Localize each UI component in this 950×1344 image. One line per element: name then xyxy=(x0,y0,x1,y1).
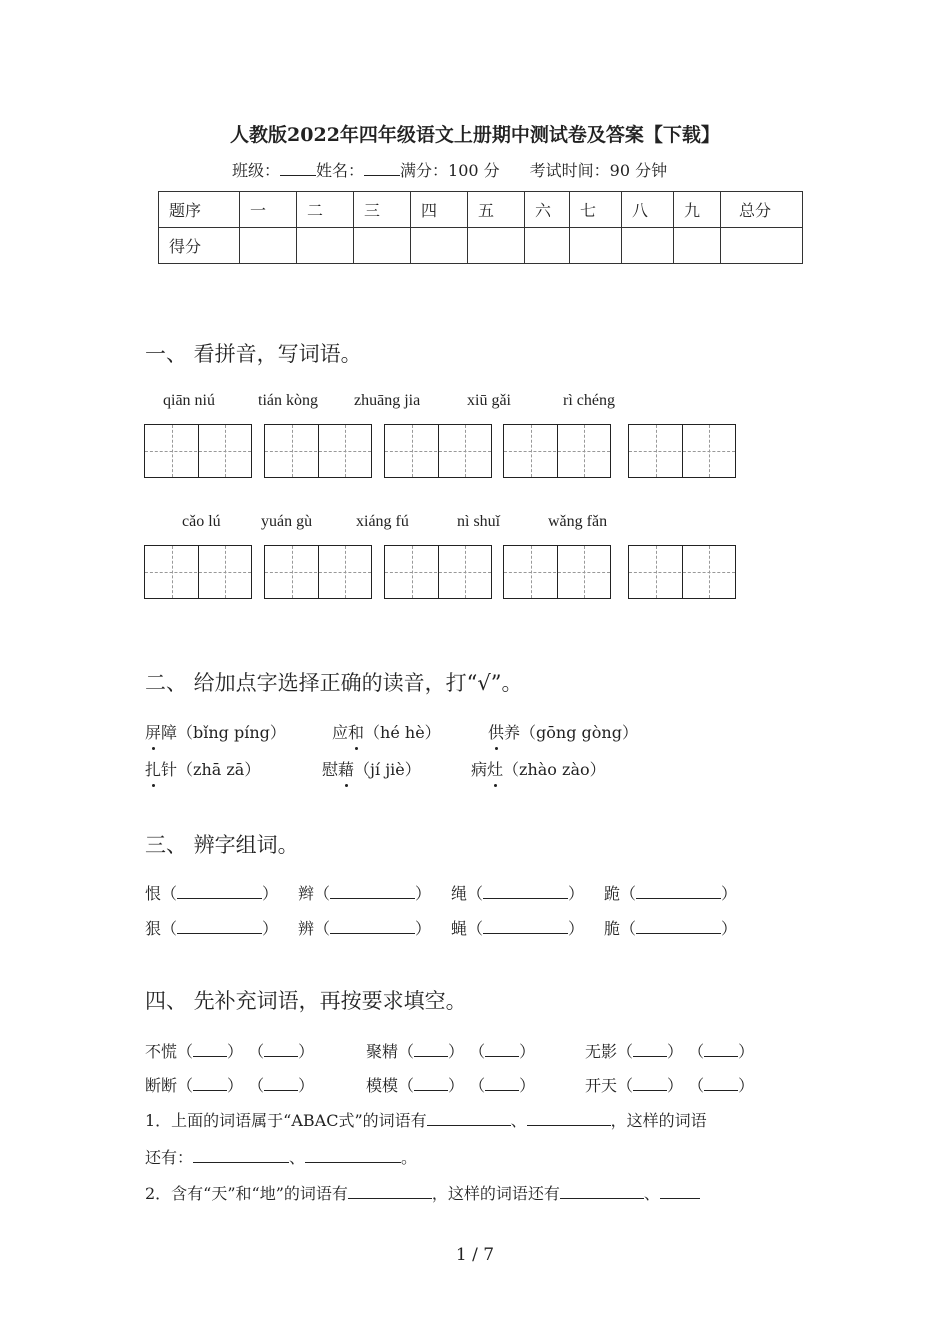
word-item: 辨（ ） xyxy=(298,919,432,938)
reading-item: 病灶（zhào zào） xyxy=(471,757,606,780)
section-1-heading: 一、 看拼音，写词语。 xyxy=(145,342,362,366)
answer-blank[interactable] xyxy=(264,1042,298,1057)
name-label: 姓名： xyxy=(316,161,365,180)
dotted-char: 和 xyxy=(348,720,364,743)
writing-grid[interactable] xyxy=(384,424,492,478)
pinyin-label: cǎo lú xyxy=(182,513,221,530)
pinyin-label: qiān niú xyxy=(163,392,215,409)
dotted-char: 供 xyxy=(488,720,504,743)
writing-grid[interactable] xyxy=(503,424,611,478)
reading-item: 供养（gōng gòng） xyxy=(488,720,638,743)
answer-blank[interactable] xyxy=(633,1042,667,1057)
score-header-cell: 八 xyxy=(622,192,674,228)
answer-blank[interactable] xyxy=(193,1042,227,1057)
score-cell[interactable] xyxy=(674,228,721,264)
score-header-cell: 题序 xyxy=(159,192,240,228)
answer-blank[interactable] xyxy=(305,1148,401,1163)
word-item: 辫（ ） xyxy=(298,884,432,903)
score-cell[interactable] xyxy=(297,228,354,264)
answer-blank[interactable] xyxy=(193,1076,227,1091)
reading-item: 屏障（bǐng píng） xyxy=(145,720,286,743)
writing-grid[interactable] xyxy=(144,545,252,599)
page-number: 1 / 7 xyxy=(455,1245,495,1265)
pinyin-label: xiū gǎi xyxy=(467,392,511,409)
writing-grid[interactable] xyxy=(503,545,611,599)
idiom-item: 开天（ ） （ ） xyxy=(585,1076,755,1095)
full-score: 满分：100 分 xyxy=(400,161,500,180)
exam-info xyxy=(232,158,667,181)
pinyin-label: zhuāng jia xyxy=(354,392,421,409)
score-header-cell: 二 xyxy=(297,192,354,228)
reading-item: 慰藉（jí jiè） xyxy=(322,757,421,780)
score-header-cell: 四 xyxy=(411,192,468,228)
answer-blank[interactable] xyxy=(414,1076,448,1091)
dotted-char: 扎 xyxy=(145,757,161,780)
question-1-cont: 还有： 、 。 xyxy=(145,1148,418,1167)
score-cell[interactable] xyxy=(468,228,525,264)
score-cell[interactable] xyxy=(570,228,622,264)
answer-blank[interactable] xyxy=(485,1042,519,1057)
word-item: 蝇（ ） xyxy=(451,919,585,938)
word-item: 狠（ ） xyxy=(145,919,279,938)
answer-blank[interactable] xyxy=(704,1042,738,1057)
score-cell[interactable] xyxy=(240,228,297,264)
dotted-char: 灶 xyxy=(487,757,503,780)
question-1: 1．上面的词语属于“ABAC式”的词语有 、 ，这样的词语 xyxy=(145,1111,707,1130)
answer-blank[interactable] xyxy=(660,1184,700,1199)
score-cell[interactable] xyxy=(721,228,803,264)
answer-blank[interactable] xyxy=(330,919,415,934)
score-header-cell: 总分 xyxy=(721,192,803,228)
pinyin-label: wǎng fǎn xyxy=(548,513,608,530)
reading-item: 扎针（zhā zā） xyxy=(145,757,260,780)
writing-grid[interactable] xyxy=(264,424,372,478)
idiom-item: 聚精（ ） （ ） xyxy=(366,1042,536,1061)
section-4-heading: 四、 先补充词语，再按要求填空。 xyxy=(145,989,467,1013)
idiom-item: 无影（ ） （ ） xyxy=(585,1042,755,1061)
score-header-cell: 五 xyxy=(468,192,525,228)
score-header-cell: 七 xyxy=(570,192,622,228)
score-value-row xyxy=(159,228,803,264)
answer-blank[interactable] xyxy=(483,919,568,934)
reading-item: 应和（hé hè） xyxy=(332,720,441,743)
answer-blank[interactable] xyxy=(485,1076,519,1091)
answer-blank[interactable] xyxy=(483,884,568,899)
word-item: 恨（ ） xyxy=(145,884,279,903)
writing-grid[interactable] xyxy=(144,424,252,478)
answer-blank[interactable] xyxy=(177,919,262,934)
score-row-label: 得分 xyxy=(159,228,240,264)
dotted-char: 屏 xyxy=(145,720,161,743)
word-item: 跪（ ） xyxy=(604,884,738,903)
score-table xyxy=(158,191,803,264)
answer-blank[interactable] xyxy=(636,884,721,899)
idiom-item: 断断（ ） （ ） xyxy=(145,1076,315,1095)
pinyin-label: nì shuǐ xyxy=(457,513,501,530)
name-blank xyxy=(364,161,400,176)
answer-blank[interactable] xyxy=(414,1042,448,1057)
page-title: 人教版2022年四年级语文上册期中测试卷及答案【下载】 xyxy=(230,124,720,146)
writing-grid[interactable] xyxy=(628,424,736,478)
section-2-heading: 二、 给加点字选择正确的读音，打“√”。 xyxy=(145,671,523,695)
score-header-cell: 一 xyxy=(240,192,297,228)
dotted-char: 藉 xyxy=(338,757,354,780)
answer-blank[interactable] xyxy=(177,884,262,899)
word-item: 绳（ ） xyxy=(451,884,585,903)
score-cell[interactable] xyxy=(411,228,468,264)
answer-blank[interactable] xyxy=(704,1076,738,1091)
answer-blank[interactable] xyxy=(527,1111,611,1126)
exam-time: 考试时间：90 分钟 xyxy=(529,161,668,180)
section-3-heading: 三、 辨字组词。 xyxy=(145,833,299,857)
answer-blank[interactable] xyxy=(427,1111,511,1126)
answer-blank[interactable] xyxy=(633,1076,667,1091)
pinyin-label: tián kòng xyxy=(258,392,318,409)
answer-blank[interactable] xyxy=(330,884,415,899)
writing-grid[interactable] xyxy=(384,545,492,599)
pinyin-label: xiáng fú xyxy=(356,513,409,530)
writing-grid[interactable] xyxy=(264,545,372,599)
class-label: 班级： xyxy=(232,161,281,180)
answer-blank[interactable] xyxy=(193,1148,289,1163)
answer-blank[interactable] xyxy=(264,1076,298,1091)
class-blank xyxy=(280,161,316,176)
score-header-cell: 三 xyxy=(354,192,411,228)
answer-blank[interactable] xyxy=(560,1184,644,1199)
pinyin-label: yuán gù xyxy=(261,513,313,530)
answer-blank[interactable] xyxy=(348,1184,432,1199)
pinyin-label: rì chéng xyxy=(563,392,615,409)
idiom-item: 不慌（ ） （ ） xyxy=(145,1042,315,1061)
writing-grid[interactable] xyxy=(628,545,736,599)
score-cell[interactable] xyxy=(525,228,570,264)
idiom-item: 模模（ ） （ ） xyxy=(366,1076,536,1095)
score-header-row xyxy=(159,192,803,228)
answer-blank[interactable] xyxy=(636,919,721,934)
score-cell[interactable] xyxy=(354,228,411,264)
score-header-cell: 六 xyxy=(525,192,570,228)
question-2: 2．含有“天”和“地”的词语有 ，这样的词语还有 、 xyxy=(145,1181,700,1204)
score-cell[interactable] xyxy=(622,228,674,264)
score-header-cell: 九 xyxy=(674,192,721,228)
word-item: 脆（ ） xyxy=(604,919,738,938)
